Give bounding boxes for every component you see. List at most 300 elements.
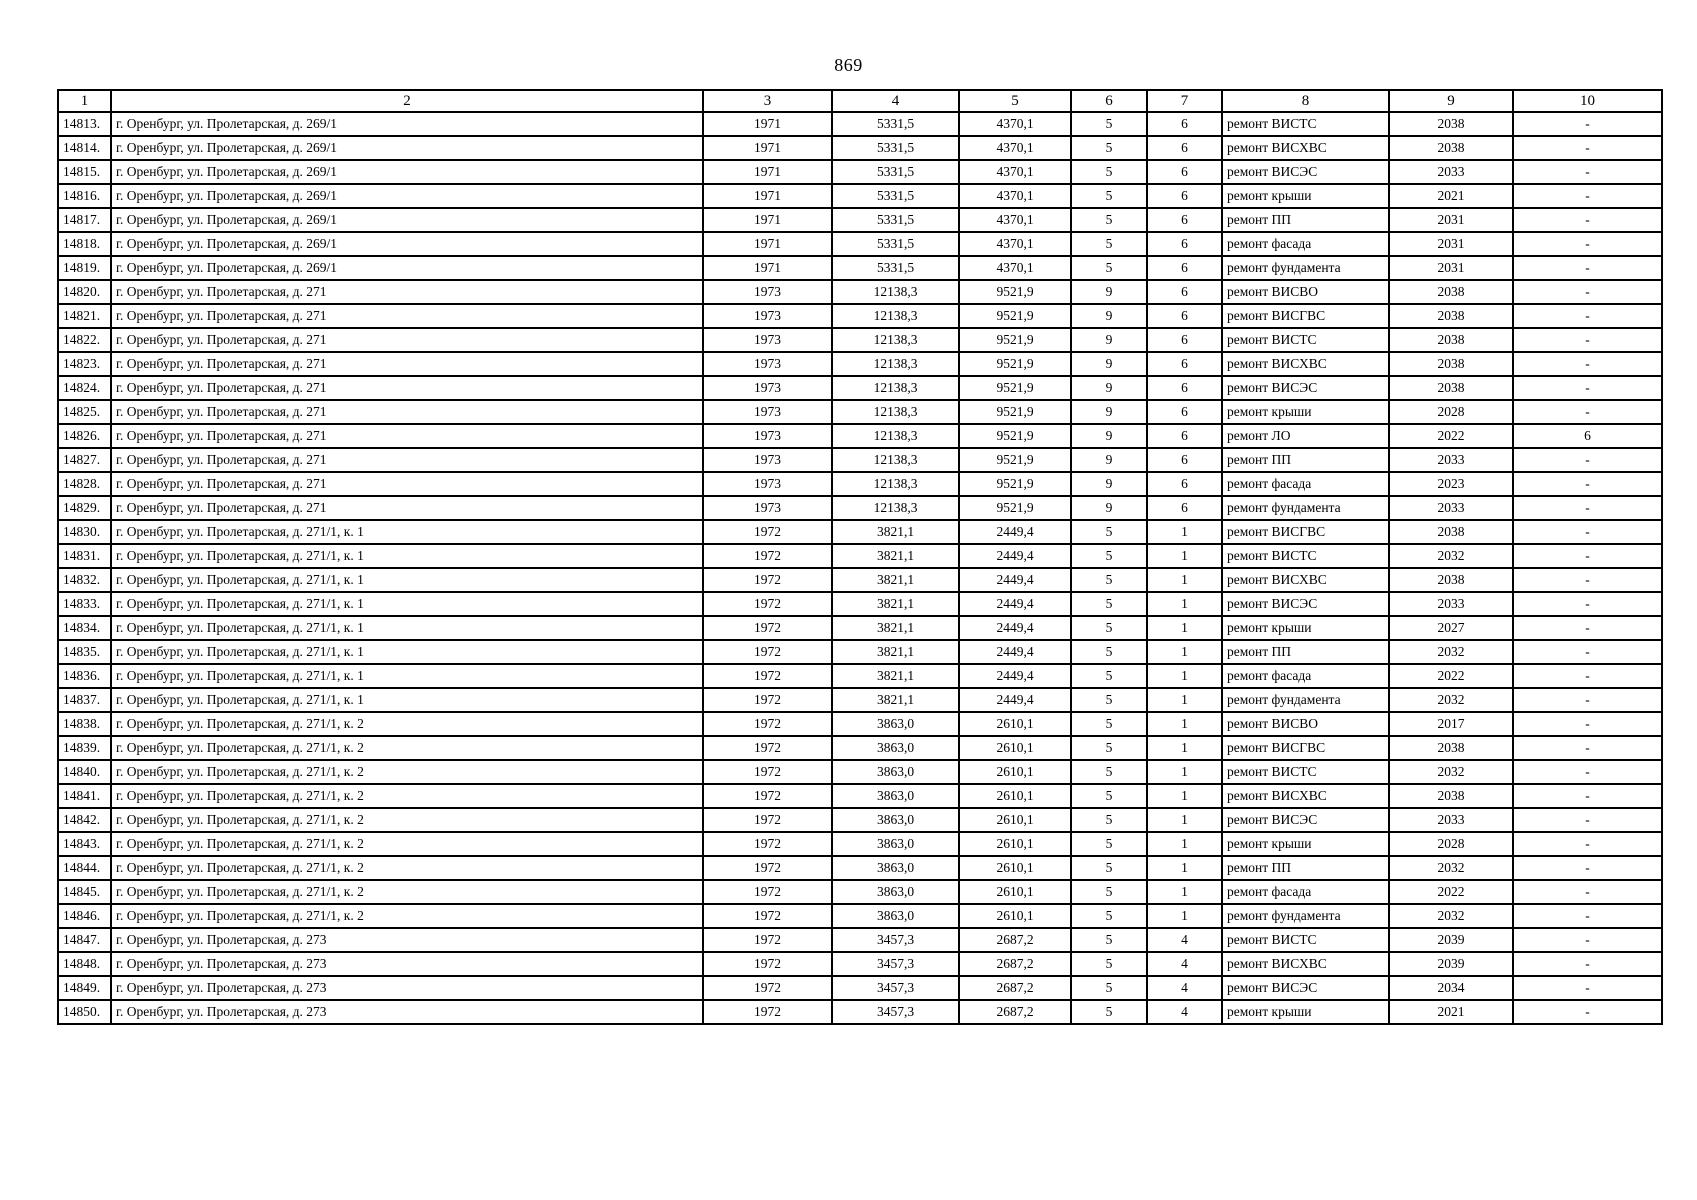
year-built-cell: 1972 bbox=[703, 904, 832, 928]
table-row bbox=[58, 160, 1662, 184]
year-planned-cell: 2038 bbox=[1389, 304, 1513, 328]
note-cell: - bbox=[1513, 520, 1662, 544]
address-cell: г. Оренбург, ул. Пролетарская, д. 271 bbox=[111, 448, 703, 472]
column-header-4: 4 bbox=[832, 90, 959, 112]
address-cell: г. Оренбург, ул. Пролетарская, д. 271/1, к. 1 bbox=[111, 616, 703, 640]
work-type-cell: ремонт ВИСЭС bbox=[1222, 592, 1389, 616]
living-area-cell: 4370,1 bbox=[959, 256, 1071, 280]
floors-cell: 9 bbox=[1071, 496, 1147, 520]
address-cell: г. Оренбург, ул. Пролетарская, д. 273 bbox=[111, 976, 703, 1000]
row-number-cell: 14832. bbox=[58, 568, 111, 592]
year-planned-cell: 2038 bbox=[1389, 352, 1513, 376]
table-row bbox=[58, 688, 1662, 712]
floors-cell: 5 bbox=[1071, 928, 1147, 952]
living-area-cell: 2610,1 bbox=[959, 880, 1071, 904]
note-cell: - bbox=[1513, 136, 1662, 160]
total-area-cell: 12138,3 bbox=[832, 352, 959, 376]
note-cell: - bbox=[1513, 448, 1662, 472]
entrances-cell: 1 bbox=[1147, 856, 1222, 880]
total-area-cell: 3863,0 bbox=[832, 736, 959, 760]
address-cell: г. Оренбург, ул. Пролетарская, д. 271/1, к. 1 bbox=[111, 664, 703, 688]
entrances-cell: 6 bbox=[1147, 184, 1222, 208]
note-cell: - bbox=[1513, 712, 1662, 736]
floors-cell: 5 bbox=[1071, 592, 1147, 616]
total-area-cell: 3821,1 bbox=[832, 592, 959, 616]
note-cell: - bbox=[1513, 784, 1662, 808]
entrances-cell: 1 bbox=[1147, 544, 1222, 568]
year-built-cell: 1972 bbox=[703, 688, 832, 712]
table-row bbox=[58, 136, 1662, 160]
note-cell: - bbox=[1513, 976, 1662, 1000]
table-row bbox=[58, 376, 1662, 400]
floors-cell: 5 bbox=[1071, 568, 1147, 592]
table-row bbox=[58, 616, 1662, 640]
entrances-cell: 1 bbox=[1147, 760, 1222, 784]
year-built-cell: 1971 bbox=[703, 208, 832, 232]
total-area-cell: 3457,3 bbox=[832, 928, 959, 952]
row-number-cell: 14818. bbox=[58, 232, 111, 256]
column-number-row bbox=[58, 90, 1662, 112]
note-cell: - bbox=[1513, 880, 1662, 904]
year-planned-cell: 2028 bbox=[1389, 832, 1513, 856]
total-area-cell: 3821,1 bbox=[832, 544, 959, 568]
year-built-cell: 1972 bbox=[703, 568, 832, 592]
work-type-cell: ремонт крыши bbox=[1222, 832, 1389, 856]
work-type-cell: ремонт ВИСТС bbox=[1222, 544, 1389, 568]
entrances-cell: 1 bbox=[1147, 880, 1222, 904]
work-type-cell: ремонт ВИСХВС bbox=[1222, 784, 1389, 808]
address-cell: г. Оренбург, ул. Пролетарская, д. 269/1 bbox=[111, 112, 703, 136]
row-number-cell: 14819. bbox=[58, 256, 111, 280]
column-header-8: 8 bbox=[1222, 90, 1389, 112]
column-header-3: 3 bbox=[703, 90, 832, 112]
work-type-cell: ремонт крыши bbox=[1222, 400, 1389, 424]
work-type-cell: ремонт ПП bbox=[1222, 208, 1389, 232]
year-built-cell: 1971 bbox=[703, 112, 832, 136]
year-built-cell: 1972 bbox=[703, 784, 832, 808]
floors-cell: 5 bbox=[1071, 688, 1147, 712]
entrances-cell: 6 bbox=[1147, 472, 1222, 496]
row-number-cell: 14843. bbox=[58, 832, 111, 856]
address-cell: г. Оренбург, ул. Пролетарская, д. 269/1 bbox=[111, 232, 703, 256]
table-row bbox=[58, 760, 1662, 784]
column-header-9: 9 bbox=[1389, 90, 1513, 112]
total-area-cell: 5331,5 bbox=[832, 184, 959, 208]
row-number-cell: 14844. bbox=[58, 856, 111, 880]
work-type-cell: ремонт ВИСЭС bbox=[1222, 808, 1389, 832]
row-number-cell: 14831. bbox=[58, 544, 111, 568]
total-area-cell: 12138,3 bbox=[832, 280, 959, 304]
living-area-cell: 2610,1 bbox=[959, 712, 1071, 736]
floors-cell: 5 bbox=[1071, 112, 1147, 136]
floors-cell: 5 bbox=[1071, 256, 1147, 280]
note-cell: - bbox=[1513, 952, 1662, 976]
floors-cell: 5 bbox=[1071, 208, 1147, 232]
floors-cell: 5 bbox=[1071, 880, 1147, 904]
floors-cell: 9 bbox=[1071, 304, 1147, 328]
entrances-cell: 1 bbox=[1147, 688, 1222, 712]
row-number-cell: 14849. bbox=[58, 976, 111, 1000]
living-area-cell: 2610,1 bbox=[959, 760, 1071, 784]
table-row bbox=[58, 568, 1662, 592]
total-area-cell: 5331,5 bbox=[832, 160, 959, 184]
year-built-cell: 1972 bbox=[703, 856, 832, 880]
table-row bbox=[58, 640, 1662, 664]
year-built-cell: 1971 bbox=[703, 232, 832, 256]
column-header-6: 6 bbox=[1071, 90, 1147, 112]
floors-cell: 5 bbox=[1071, 904, 1147, 928]
year-built-cell: 1972 bbox=[703, 808, 832, 832]
floors-cell: 5 bbox=[1071, 184, 1147, 208]
total-area-cell: 5331,5 bbox=[832, 256, 959, 280]
row-number-cell: 14845. bbox=[58, 880, 111, 904]
living-area-cell: 9521,9 bbox=[959, 376, 1071, 400]
address-cell: г. Оренбург, ул. Пролетарская, д. 271 bbox=[111, 496, 703, 520]
note-cell: - bbox=[1513, 208, 1662, 232]
living-area-cell: 2610,1 bbox=[959, 784, 1071, 808]
floors-cell: 5 bbox=[1071, 808, 1147, 832]
living-area-cell: 9521,9 bbox=[959, 352, 1071, 376]
total-area-cell: 3863,0 bbox=[832, 712, 959, 736]
floors-cell: 5 bbox=[1071, 856, 1147, 880]
work-type-cell: ремонт крыши bbox=[1222, 184, 1389, 208]
work-type-cell: ремонт ВИСХВС bbox=[1222, 568, 1389, 592]
year-planned-cell: 2038 bbox=[1389, 520, 1513, 544]
entrances-cell: 6 bbox=[1147, 328, 1222, 352]
work-type-cell: ремонт ВИСГВС bbox=[1222, 520, 1389, 544]
row-number-cell: 14834. bbox=[58, 616, 111, 640]
row-number-cell: 14826. bbox=[58, 424, 111, 448]
row-number-cell: 14814. bbox=[58, 136, 111, 160]
living-area-cell: 4370,1 bbox=[959, 112, 1071, 136]
floors-cell: 9 bbox=[1071, 424, 1147, 448]
row-number-cell: 14824. bbox=[58, 376, 111, 400]
note-cell: - bbox=[1513, 184, 1662, 208]
work-type-cell: ремонт крыши bbox=[1222, 1000, 1389, 1024]
total-area-cell: 5331,5 bbox=[832, 136, 959, 160]
row-number-cell: 14838. bbox=[58, 712, 111, 736]
year-built-cell: 1972 bbox=[703, 928, 832, 952]
address-cell: г. Оренбург, ул. Пролетарская, д. 271/1, к. 1 bbox=[111, 640, 703, 664]
year-planned-cell: 2017 bbox=[1389, 712, 1513, 736]
row-number-cell: 14825. bbox=[58, 400, 111, 424]
note-cell: - bbox=[1513, 760, 1662, 784]
total-area-cell: 3457,3 bbox=[832, 1000, 959, 1024]
note-cell: - bbox=[1513, 928, 1662, 952]
work-type-cell: ремонт ВИСВО bbox=[1222, 712, 1389, 736]
row-number-cell: 14828. bbox=[58, 472, 111, 496]
row-number-cell: 14830. bbox=[58, 520, 111, 544]
table-row bbox=[58, 592, 1662, 616]
total-area-cell: 12138,3 bbox=[832, 400, 959, 424]
floors-cell: 5 bbox=[1071, 952, 1147, 976]
total-area-cell: 3821,1 bbox=[832, 568, 959, 592]
total-area-cell: 5331,5 bbox=[832, 232, 959, 256]
year-built-cell: 1972 bbox=[703, 952, 832, 976]
note-cell: - bbox=[1513, 256, 1662, 280]
entrances-cell: 6 bbox=[1147, 208, 1222, 232]
entrances-cell: 6 bbox=[1147, 376, 1222, 400]
floors-cell: 5 bbox=[1071, 616, 1147, 640]
note-cell: - bbox=[1513, 616, 1662, 640]
row-number-cell: 14847. bbox=[58, 928, 111, 952]
address-cell: г. Оренбург, ул. Пролетарская, д. 271 bbox=[111, 304, 703, 328]
year-planned-cell: 2032 bbox=[1389, 904, 1513, 928]
table-row bbox=[58, 952, 1662, 976]
total-area-cell: 12138,3 bbox=[832, 376, 959, 400]
living-area-cell: 2610,1 bbox=[959, 808, 1071, 832]
entrances-cell: 6 bbox=[1147, 160, 1222, 184]
year-planned-cell: 2032 bbox=[1389, 640, 1513, 664]
floors-cell: 9 bbox=[1071, 376, 1147, 400]
year-built-cell: 1971 bbox=[703, 136, 832, 160]
floors-cell: 9 bbox=[1071, 472, 1147, 496]
living-area-cell: 9521,9 bbox=[959, 424, 1071, 448]
note-cell: - bbox=[1513, 832, 1662, 856]
work-type-cell: ремонт ВИСТС bbox=[1222, 112, 1389, 136]
note-cell: - bbox=[1513, 568, 1662, 592]
living-area-cell: 9521,9 bbox=[959, 448, 1071, 472]
note-cell: - bbox=[1513, 112, 1662, 136]
address-cell: г. Оренбург, ул. Пролетарская, д. 271 bbox=[111, 424, 703, 448]
work-type-cell: ремонт ВИСЭС bbox=[1222, 976, 1389, 1000]
year-built-cell: 1973 bbox=[703, 448, 832, 472]
year-planned-cell: 2033 bbox=[1389, 496, 1513, 520]
table-row bbox=[58, 304, 1662, 328]
entrances-cell: 1 bbox=[1147, 736, 1222, 760]
year-built-cell: 1973 bbox=[703, 376, 832, 400]
entrances-cell: 6 bbox=[1147, 136, 1222, 160]
note-cell: - bbox=[1513, 472, 1662, 496]
address-cell: г. Оренбург, ул. Пролетарская, д. 271/1, к. 2 bbox=[111, 712, 703, 736]
year-planned-cell: 2023 bbox=[1389, 472, 1513, 496]
living-area-cell: 2449,4 bbox=[959, 688, 1071, 712]
row-number-cell: 14837. bbox=[58, 688, 111, 712]
entrances-cell: 1 bbox=[1147, 808, 1222, 832]
column-header-7: 7 bbox=[1147, 90, 1222, 112]
year-planned-cell: 2033 bbox=[1389, 448, 1513, 472]
year-planned-cell: 2039 bbox=[1389, 952, 1513, 976]
year-planned-cell: 2033 bbox=[1389, 808, 1513, 832]
year-built-cell: 1972 bbox=[703, 712, 832, 736]
address-cell: г. Оренбург, ул. Пролетарская, д. 271 bbox=[111, 328, 703, 352]
table-row bbox=[58, 448, 1662, 472]
table-row bbox=[58, 664, 1662, 688]
entrances-cell: 1 bbox=[1147, 904, 1222, 928]
year-built-cell: 1973 bbox=[703, 424, 832, 448]
year-planned-cell: 2022 bbox=[1389, 424, 1513, 448]
work-type-cell: ремонт ПП bbox=[1222, 640, 1389, 664]
table-row bbox=[58, 256, 1662, 280]
total-area-cell: 3863,0 bbox=[832, 760, 959, 784]
table-row bbox=[58, 496, 1662, 520]
row-number-cell: 14821. bbox=[58, 304, 111, 328]
living-area-cell: 9521,9 bbox=[959, 472, 1071, 496]
entrances-cell: 6 bbox=[1147, 304, 1222, 328]
row-number-cell: 14816. bbox=[58, 184, 111, 208]
entrances-cell: 1 bbox=[1147, 784, 1222, 808]
note-cell: - bbox=[1513, 280, 1662, 304]
address-cell: г. Оренбург, ул. Пролетарская, д. 273 bbox=[111, 1000, 703, 1024]
work-type-cell: ремонт ПП bbox=[1222, 856, 1389, 880]
living-area-cell: 2449,4 bbox=[959, 592, 1071, 616]
floors-cell: 5 bbox=[1071, 520, 1147, 544]
living-area-cell: 2610,1 bbox=[959, 904, 1071, 928]
year-built-cell: 1973 bbox=[703, 496, 832, 520]
year-built-cell: 1973 bbox=[703, 400, 832, 424]
floors-cell: 9 bbox=[1071, 352, 1147, 376]
year-built-cell: 1972 bbox=[703, 976, 832, 1000]
year-built-cell: 1972 bbox=[703, 592, 832, 616]
work-type-cell: ремонт ВИСГВС bbox=[1222, 736, 1389, 760]
floors-cell: 5 bbox=[1071, 664, 1147, 688]
year-planned-cell: 2038 bbox=[1389, 736, 1513, 760]
entrances-cell: 6 bbox=[1147, 280, 1222, 304]
note-cell: - bbox=[1513, 304, 1662, 328]
year-planned-cell: 2033 bbox=[1389, 160, 1513, 184]
year-planned-cell: 2038 bbox=[1389, 376, 1513, 400]
year-planned-cell: 2038 bbox=[1389, 784, 1513, 808]
work-type-cell: ремонт ВИСТС bbox=[1222, 928, 1389, 952]
row-number-cell: 14841. bbox=[58, 784, 111, 808]
address-cell: г. Оренбург, ул. Пролетарская, д. 269/1 bbox=[111, 184, 703, 208]
row-number-cell: 14848. bbox=[58, 952, 111, 976]
living-area-cell: 2449,4 bbox=[959, 520, 1071, 544]
year-planned-cell: 2033 bbox=[1389, 592, 1513, 616]
total-area-cell: 3863,0 bbox=[832, 904, 959, 928]
work-type-cell: ремонт ВИСГВС bbox=[1222, 304, 1389, 328]
table-row bbox=[58, 400, 1662, 424]
row-number-cell: 14846. bbox=[58, 904, 111, 928]
row-number-cell: 14823. bbox=[58, 352, 111, 376]
living-area-cell: 2687,2 bbox=[959, 976, 1071, 1000]
entrances-cell: 4 bbox=[1147, 952, 1222, 976]
total-area-cell: 3863,0 bbox=[832, 808, 959, 832]
floors-cell: 9 bbox=[1071, 448, 1147, 472]
table-row bbox=[58, 880, 1662, 904]
year-planned-cell: 2031 bbox=[1389, 208, 1513, 232]
address-cell: г. Оренбург, ул. Пролетарская, д. 271 bbox=[111, 376, 703, 400]
total-area-cell: 3821,1 bbox=[832, 520, 959, 544]
row-number-cell: 14840. bbox=[58, 760, 111, 784]
address-cell: г. Оренбург, ул. Пролетарская, д. 273 bbox=[111, 952, 703, 976]
work-type-cell: ремонт ЛО bbox=[1222, 424, 1389, 448]
address-cell: г. Оренбург, ул. Пролетарская, д. 271/1, к. 2 bbox=[111, 808, 703, 832]
living-area-cell: 2687,2 bbox=[959, 1000, 1071, 1024]
total-area-cell: 12138,3 bbox=[832, 472, 959, 496]
table-row bbox=[58, 184, 1662, 208]
entrances-cell: 1 bbox=[1147, 616, 1222, 640]
living-area-cell: 2449,4 bbox=[959, 664, 1071, 688]
table-row bbox=[58, 976, 1662, 1000]
work-type-cell: ремонт ПП bbox=[1222, 448, 1389, 472]
living-area-cell: 2449,4 bbox=[959, 640, 1071, 664]
address-cell: г. Оренбург, ул. Пролетарская, д. 271 bbox=[111, 352, 703, 376]
entrances-cell: 1 bbox=[1147, 592, 1222, 616]
note-cell: - bbox=[1513, 160, 1662, 184]
entrances-cell: 4 bbox=[1147, 1000, 1222, 1024]
work-type-cell: ремонт фундамента bbox=[1222, 256, 1389, 280]
entrances-cell: 1 bbox=[1147, 640, 1222, 664]
entrances-cell: 1 bbox=[1147, 520, 1222, 544]
year-built-cell: 1972 bbox=[703, 520, 832, 544]
entrances-cell: 6 bbox=[1147, 448, 1222, 472]
year-built-cell: 1972 bbox=[703, 640, 832, 664]
note-cell: - bbox=[1513, 376, 1662, 400]
address-cell: г. Оренбург, ул. Пролетарская, д. 271/1, к. 2 bbox=[111, 856, 703, 880]
living-area-cell: 9521,9 bbox=[959, 280, 1071, 304]
floors-cell: 5 bbox=[1071, 1000, 1147, 1024]
table-row bbox=[58, 904, 1662, 928]
row-number-cell: 14815. bbox=[58, 160, 111, 184]
address-cell: г. Оренбург, ул. Пролетарская, д. 271 bbox=[111, 400, 703, 424]
note-cell: - bbox=[1513, 856, 1662, 880]
entrances-cell: 1 bbox=[1147, 712, 1222, 736]
table-row bbox=[58, 328, 1662, 352]
row-number-cell: 14829. bbox=[58, 496, 111, 520]
row-number-cell: 14820. bbox=[58, 280, 111, 304]
note-cell: - bbox=[1513, 496, 1662, 520]
year-planned-cell: 2032 bbox=[1389, 688, 1513, 712]
entrances-cell: 6 bbox=[1147, 424, 1222, 448]
note-cell: - bbox=[1513, 736, 1662, 760]
living-area-cell: 2449,4 bbox=[959, 544, 1071, 568]
table-body bbox=[58, 112, 1662, 1024]
year-built-cell: 1972 bbox=[703, 880, 832, 904]
total-area-cell: 3863,0 bbox=[832, 880, 959, 904]
work-type-cell: ремонт ВИСЭС bbox=[1222, 376, 1389, 400]
work-type-cell: ремонт фундамента bbox=[1222, 688, 1389, 712]
table-row bbox=[58, 520, 1662, 544]
column-header-5: 5 bbox=[959, 90, 1071, 112]
work-type-cell: ремонт ВИСХВС bbox=[1222, 352, 1389, 376]
entrances-cell: 6 bbox=[1147, 256, 1222, 280]
year-planned-cell: 2038 bbox=[1389, 328, 1513, 352]
note-cell: - bbox=[1513, 592, 1662, 616]
note-cell: - bbox=[1513, 904, 1662, 928]
floors-cell: 9 bbox=[1071, 280, 1147, 304]
note-cell: - bbox=[1513, 1000, 1662, 1024]
entrances-cell: 4 bbox=[1147, 976, 1222, 1000]
address-cell: г. Оренбург, ул. Пролетарская, д. 269/1 bbox=[111, 160, 703, 184]
total-area-cell: 3457,3 bbox=[832, 976, 959, 1000]
table-row bbox=[58, 832, 1662, 856]
year-planned-cell: 2032 bbox=[1389, 544, 1513, 568]
page-number: 869 bbox=[834, 55, 863, 75]
living-area-cell: 2610,1 bbox=[959, 856, 1071, 880]
floors-cell: 9 bbox=[1071, 328, 1147, 352]
floors-cell: 5 bbox=[1071, 784, 1147, 808]
address-cell: г. Оренбург, ул. Пролетарская, д. 269/1 bbox=[111, 256, 703, 280]
address-cell: г. Оренбург, ул. Пролетарская, д. 271/1, к. 2 bbox=[111, 784, 703, 808]
row-number-cell: 14817. bbox=[58, 208, 111, 232]
total-area-cell: 3457,3 bbox=[832, 952, 959, 976]
note-cell: - bbox=[1513, 544, 1662, 568]
entrances-cell: 6 bbox=[1147, 400, 1222, 424]
year-built-cell: 1972 bbox=[703, 664, 832, 688]
floors-cell: 5 bbox=[1071, 736, 1147, 760]
row-number-cell: 14833. bbox=[58, 592, 111, 616]
work-type-cell: ремонт ВИСХВС bbox=[1222, 952, 1389, 976]
year-built-cell: 1973 bbox=[703, 304, 832, 328]
table-row bbox=[58, 352, 1662, 376]
living-area-cell: 2687,2 bbox=[959, 952, 1071, 976]
entrances-cell: 1 bbox=[1147, 664, 1222, 688]
year-planned-cell: 2027 bbox=[1389, 616, 1513, 640]
total-area-cell: 3863,0 bbox=[832, 856, 959, 880]
work-type-cell: ремонт фасада bbox=[1222, 880, 1389, 904]
work-type-cell: ремонт фасада bbox=[1222, 664, 1389, 688]
